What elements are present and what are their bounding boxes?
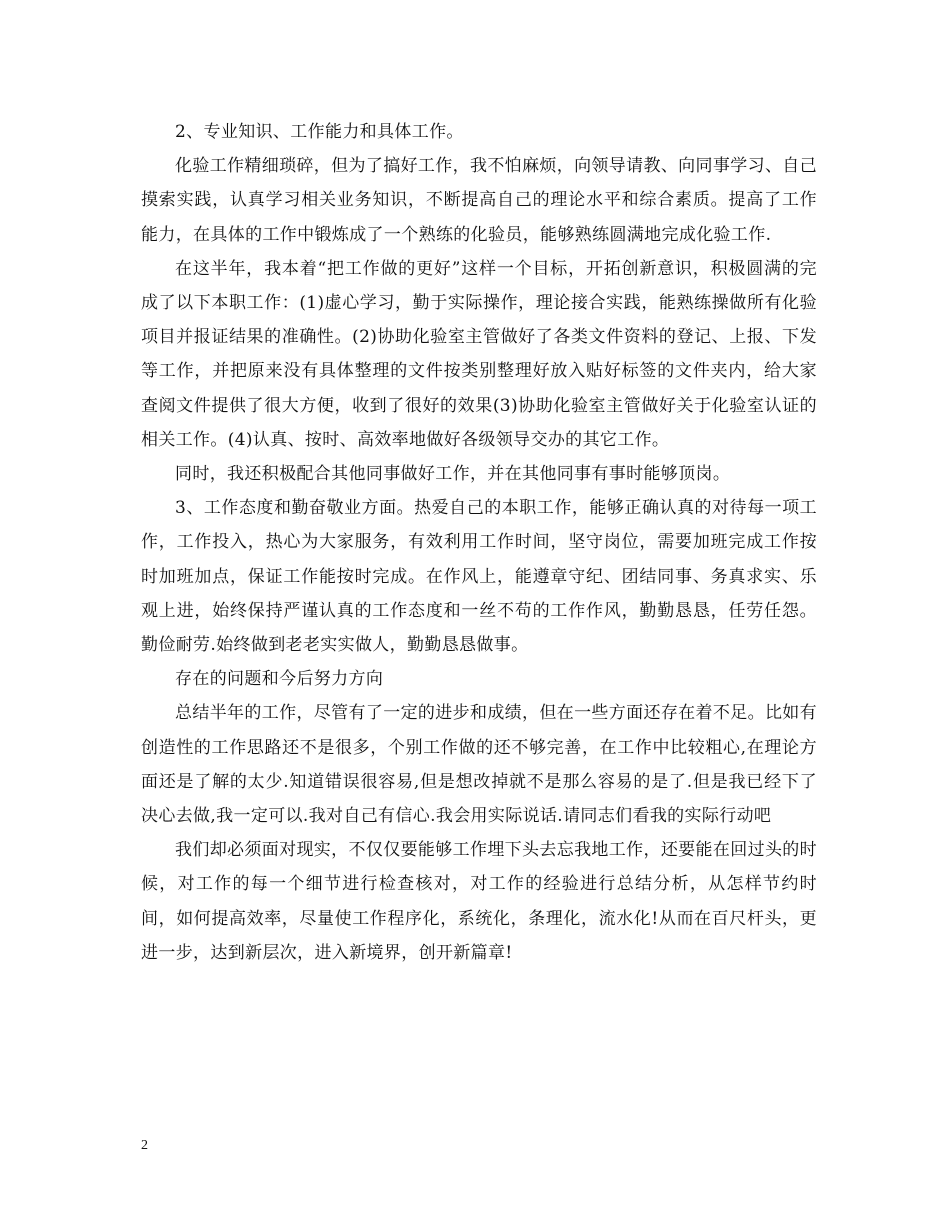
paragraph-duties-completed: 在这半年，我本着“把工作做的更好”这样一个目标，开拓创新意识，积极圆满的完成了以下本职工作：(1)虚心学习，勤于实际操作，理论接合实践，能熟练操做所有化验项目并报证结果的准确性。(2)协助化验室主管做好了各类文件资料的登记、上报、下发等工作，并把原来没有具体整理的文件按类别整理好放入贴好标签的文件夹内，给大家查阅文件提供了很大方便，收到了很好的效果(3)协助化验室主管做好关于化验室认证的相关工作。(4)认真、按时、高效率地做好各级领导交办的其它工作。 bbox=[141, 258, 817, 450]
document-body bbox=[141, 115, 817, 970]
paragraph-cooperation: 同时，我还积极配合其他同事做好工作，并在其他同事有事时能够顶岗。 bbox=[175, 464, 731, 485]
paragraph-section-3-attitude: 3、工作态度和勤奋敬业方面。热爱自己的本职工作，能够正确认真的对待每一项工作，工作投入，热心为大家服务，有效利用工作时间，坚守岗位，需要加班完成工作按时加班加点，保证工作能按时完成。在作风上，能遵章守纪、团结同事、务真求实、乐观上进，始终保持严谨认真的工作态度和一丝不苟的工作作风，勤勤恳恳，任劳任怨。勤俭耐劳.始终做到老老实实做人，勤勤恳恳做事。 bbox=[141, 498, 817, 656]
paragraph-outlook: 我们却必须面对现实，不仅仅要能够工作埋下头去忘我地工作，还要能在回过头的时候，对工作的每一个细节进行检查核对，对工作的经验进行总结分析，从怎样节约时间，如何提高效率，尽量使工作程序化，系统化，条理化，流水化!从而在百尺杆头，更进一步，达到新层次，进入新境界，创开新篇章! bbox=[141, 840, 817, 963]
page-number: 2 bbox=[141, 1138, 148, 1153]
paragraph-section-2-heading: 2、专业知识、工作能力和具体工作。 bbox=[175, 122, 464, 142]
paragraph-lab-work: 化验工作精细琐碎，但为了搞好工作，我不怕麻烦，向领导请教、向同事学习、自己摸索实践，认真学习相关业务知识，不断提高自己的理论水平和综合素质。提高了工作能力，在具体的工作中锻炼成了一个熟练的化验员，能够熟练圆满地完成化验工作. bbox=[141, 156, 817, 245]
paragraph-problems-heading: 存在的问题和今后努力方向 bbox=[175, 669, 384, 690]
paragraph-shortcomings: 总结半年的工作，尽管有了一定的进步和成绩，但在一些方面还存在着不足。比如有创造性的工作思路还不是很多，个别工作做的还不够完善，在工作中比较粗心,在理论方面还是了解的太少.知道错误很容易,但是想改掉就不是那么容易的是了.但是我已经下了决心去做,我一定可以.我对自己有信心.我会用实际说话.请同志们看我的实际行动吧 bbox=[141, 703, 817, 827]
